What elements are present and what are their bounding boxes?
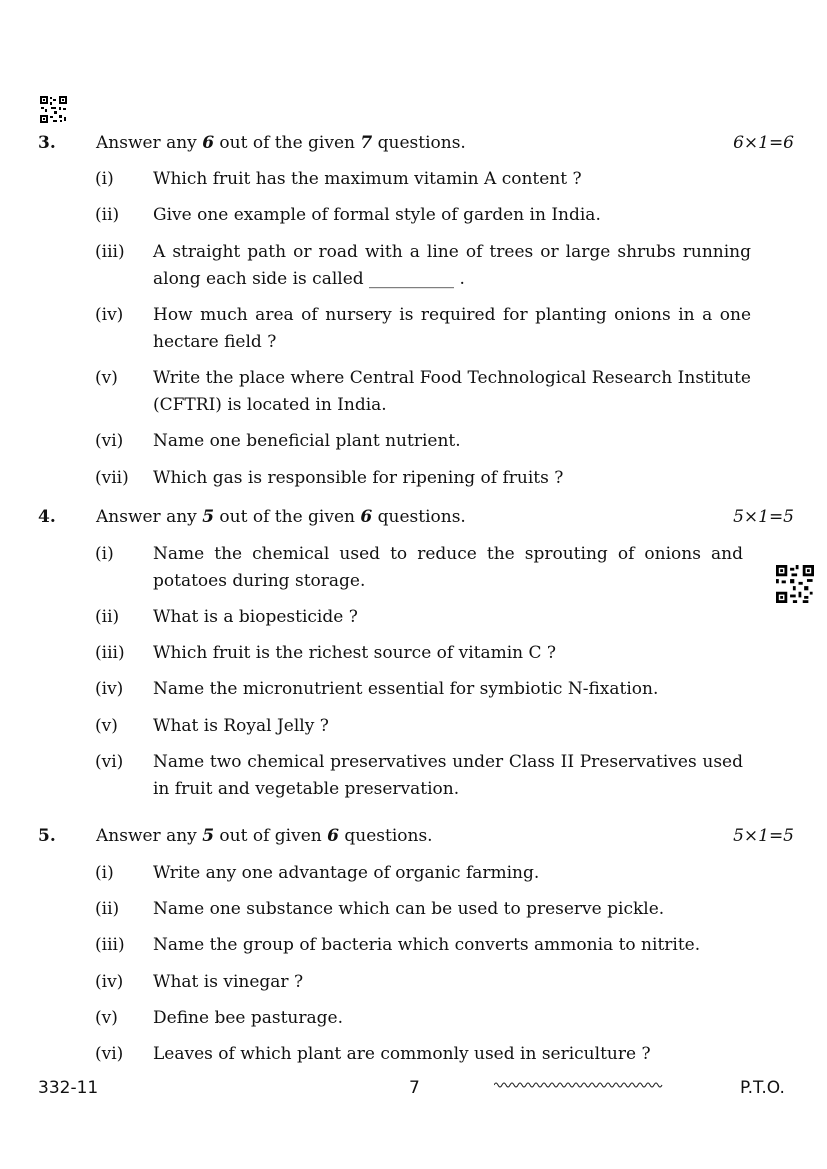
qr-code-icon — [40, 96, 67, 123]
sub-question-text: Name two chemical preservatives under Class II Preservatives used in fruit and vegetable preservation. — [153, 752, 743, 799]
sub-question-number: (i) — [95, 169, 114, 189]
question-instruction: Answer any 5 out of the given 6 questions. — [96, 507, 466, 527]
sub-question-text: Name the chemical used to reduce the sprouting of onions and potatoes during storage. — [153, 544, 743, 591]
question-number: 5. — [38, 826, 56, 846]
sub-question-number: (i) — [95, 863, 114, 883]
sub-question-number: (vi) — [95, 752, 124, 772]
sub-question-text: Name the group of bacteria which converts ammonia to nitrite. — [153, 935, 701, 955]
sub-question-number: (ii) — [95, 899, 120, 919]
question-number: 4. — [38, 507, 56, 527]
sub-question-number: (iii) — [95, 242, 125, 262]
sub-question-number: (v) — [95, 1008, 118, 1028]
sub-question-text: Which gas is responsible for ripening of fruits ? — [153, 468, 564, 488]
sub-question-text: How much area of nursery is required for planting onions in a one hectare field ? — [153, 305, 751, 352]
sub-question-number: (v) — [95, 368, 118, 388]
sub-question-number: (v) — [95, 716, 118, 736]
marks-allocation: 5×1=5 — [733, 507, 794, 527]
qr-code-icon — [776, 565, 814, 603]
sub-question-number: (ii) — [95, 607, 120, 627]
sub-question-number: (vi) — [95, 1044, 124, 1064]
sub-question-text: Leaves of which plant are commonly used in sericulture ? — [153, 1044, 651, 1064]
sub-question-number: (iv) — [95, 679, 124, 699]
sub-question-number: (vi) — [95, 431, 124, 451]
sub-question-text: Name one beneficial plant nutrient. — [153, 431, 461, 451]
question-instruction: Answer any 5 out of given 6 questions. — [96, 826, 433, 846]
sub-question-text: Name the micronutrient essential for symbiotic N-fixation. — [153, 679, 659, 699]
sub-question-text: Give one example of formal style of garden in India. — [153, 205, 601, 225]
sub-question-number: (iii) — [95, 643, 125, 663]
sub-question-text: Write any one advantage of organic farming. — [153, 863, 540, 883]
question-number: 3. — [38, 133, 56, 153]
marks-allocation: 5×1=5 — [733, 826, 794, 846]
marks-allocation: 6×1=6 — [733, 133, 794, 153]
sub-question-number: (vii) — [95, 468, 129, 488]
sub-question-text: What is Royal Jelly ? — [153, 716, 329, 736]
sub-question-text: Which fruit has the maximum vitamin A content ? — [153, 169, 582, 189]
sub-question-text: Name one substance which can be used to preserve pickle. — [153, 899, 665, 919]
sub-question-text: What is vinegar ? — [153, 972, 304, 992]
sub-question-text: Which fruit is the richest source of vitamin C ? — [153, 643, 557, 663]
sub-question-number: (iv) — [95, 972, 124, 992]
wavy-line-icon — [494, 1080, 664, 1090]
question-instruction: Answer any 6 out of the given 7 questions. — [96, 133, 466, 153]
sub-question-text: What is a biopesticide ? — [153, 607, 358, 627]
sub-question-number: (iv) — [95, 305, 124, 325]
sub-question-text: Write the place where Central Food Technological Research Institute (CFTRI) is located in India. — [153, 368, 751, 415]
sub-question-number: (iii) — [95, 935, 125, 955]
page-number: 7 — [409, 1078, 420, 1098]
sub-question-text: A straight path or road with a line of trees or large shrubs running along each side is called __________ . — [153, 242, 751, 289]
sub-question-number: (ii) — [95, 205, 120, 225]
sub-question-text: Define bee pasturage. — [153, 1008, 343, 1028]
sub-question-number: (i) — [95, 544, 114, 564]
paper-code: 332-11 — [38, 1078, 99, 1098]
pto-label: P.T.O. — [740, 1078, 785, 1098]
